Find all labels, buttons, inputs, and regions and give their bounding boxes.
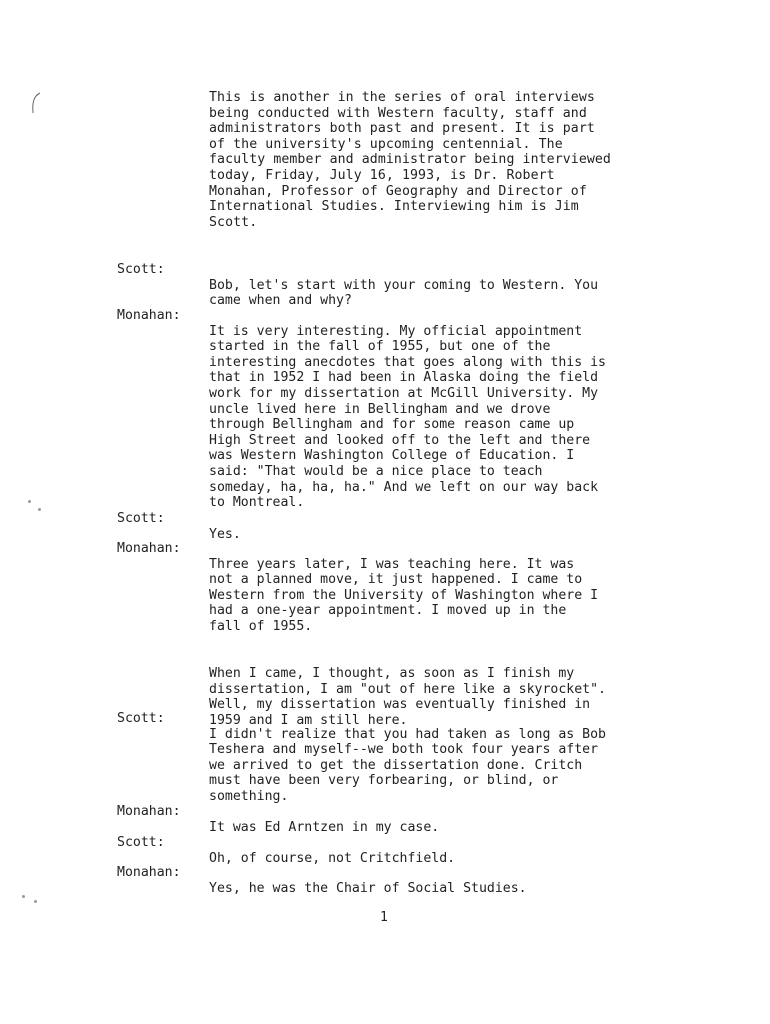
speaker-label: Scott: bbox=[117, 262, 165, 277]
speech-paragraph: It is very interesting. My official appointment started in the fall of 1955, but one of the interesting anecdotes that goes along with this is that in 1952 I had been in Alaska doing the field work for my dissertation at McGill University. My uncle lived here in Bellingham and we drove through Bellingham and for some reason came up High Street and looked off to the left and there was Western Washington College of Education. I said: "That would be a nice place to teach someday, ha, ha, ha." And we left on our way back to Montreal. bbox=[209, 323, 606, 511]
speaker-label: Monahan: bbox=[117, 804, 181, 819]
speaker-label: Monahan: bbox=[117, 865, 181, 880]
scan-speck bbox=[28, 500, 31, 503]
scan-speck bbox=[22, 895, 25, 898]
margin-bracket-mark bbox=[30, 92, 42, 114]
speaker-label: Scott: bbox=[117, 711, 165, 726]
dialogue-entry bbox=[117, 308, 677, 526]
scan-speck bbox=[38, 508, 41, 511]
speaker-label: Scott: bbox=[117, 511, 165, 526]
speech-paragraph: Three years later, I was teaching here. It was not a planned move, it just happened. I came to Western from the University of Washington where I had a one-year appointment. I moved up in the fall of 1955. bbox=[209, 556, 599, 634]
speech-paragraph: When I came, I thought, as soon as I finish my dissertation, I am "out of here like a skyrocket". Well, my dissertation was eventually finished in 1959 and I am still here. bbox=[209, 666, 606, 728]
speech-text bbox=[209, 308, 669, 526]
speech-paragraph: Bob, let's start with your coming to Western. You came when and why? bbox=[209, 277, 599, 309]
speech-paragraph: It was Ed Arntzen in my case. bbox=[209, 819, 440, 835]
speech-paragraph: I didn't realize that you had taken as long as Bob Teshera and myself--we both took four years after we arrived to get the dissertation done. Critch must have been very forbearing, or blind, or something. bbox=[209, 726, 606, 804]
speech-paragraph: Yes. bbox=[209, 526, 241, 542]
speaker-label: Monahan: bbox=[117, 308, 181, 323]
speech-paragraph: Oh, of course, not Critchfield. bbox=[209, 850, 456, 866]
intro-paragraph: This is another in the series of oral interviews being conducted with Western faculty, staff and administrators both past and present. It is part of the university's upcoming centennial. The faculty member and administrator being interviewed today, Friday, July 16, 1993, is Dr. Robert Monahan, Professor of Geography and Director of International Studies. Interviewing him is Jim Scott. bbox=[209, 90, 611, 230]
speaker-label: Monahan: bbox=[117, 541, 181, 556]
scan-speck bbox=[34, 900, 37, 903]
page-number: 1 bbox=[380, 910, 388, 925]
dialogue-entry bbox=[117, 865, 677, 912]
speech-text bbox=[209, 865, 669, 912]
speaker-label: Scott: bbox=[117, 835, 165, 850]
speech-paragraph: Yes, he was the Chair of Social Studies. bbox=[209, 880, 527, 896]
